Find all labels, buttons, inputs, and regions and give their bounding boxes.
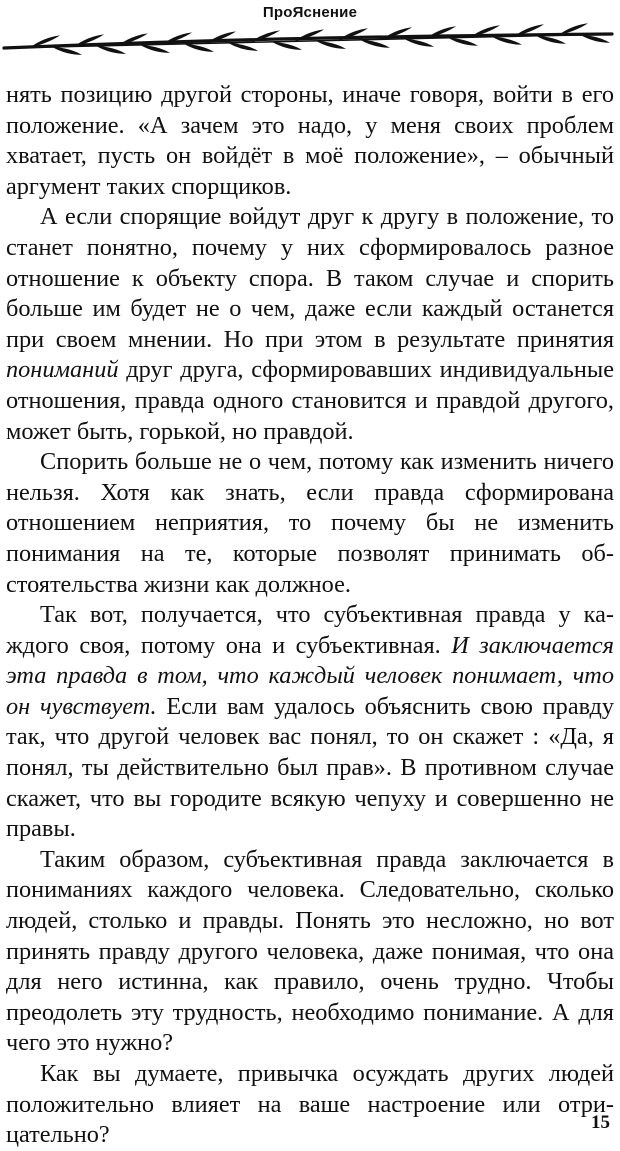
paragraph-5: Таким образом, субъективная правда заключается в пониманиях каждого человека. Следовательно, сколько людей, столько и правды. Понять это несложно, но вот принять правду другого человека, даже понимая, что она для него истинна, как правило, очень трудно. Чтобы преодолеть эту трудность, необходимо понимание. А для чего это нужно? [6, 845, 614, 1057]
leaf-icon [580, 35, 610, 43]
leaf-icon [228, 43, 258, 51]
leaf-icon [492, 37, 522, 45]
body-text [6, 80, 614, 1151]
paragraph-4 [6, 600, 614, 845]
paragraph-3: Спорить больше не о чем, потому как изменить ничего нельзя. Хотя как знать, если правда сформирована отношением неприятия, то почему бы не изменить понимания на те, которые позволят принимать обстоятельства жизни как должное. [6, 448, 614, 598]
paragraph-1: нять позицию другой стороны, иначе говоря, войти в его положение. «А зачем это надо, у меня своих проблем хватает, пусть он войдёт в моё положение», – обычный аргумент таких спорщиков. [6, 81, 614, 200]
leaf-icon [448, 38, 478, 46]
paragraph-4-part-a: Так вот, получается, что субъективная правда у каждого своя, потому она и субъективная. [6, 601, 614, 659]
page-number: 15 [591, 1112, 610, 1133]
paragraph-4-part-b: Если вам удалось объяснить свою правду так, что другой человек вас понял, то он скажет : «Да, я понял, ты действительно был прав». В противном случае скажет, что вы городите всякую чепуху и совершенно не правы. [6, 692, 614, 843]
leaf-icon [316, 41, 346, 49]
paragraph-2-emphasis: пониманий [6, 356, 119, 384]
paragraph-2 [6, 202, 614, 447]
leaf-icon [536, 36, 566, 44]
paragraph-2-part-b: друг друга, сформировавших индивидуальные отношения, правда одного становится и правдой другого, может быть, горькой, но правдой. [6, 356, 614, 445]
leafy-branch-divider-icon [0, 22, 620, 66]
leaf-icon [184, 44, 214, 52]
leaf-icon [96, 46, 126, 54]
leaf-icon [404, 39, 434, 47]
paragraph-4-emphasis: И заключается эта правда в том, что каждый человек понимает, что он чувствует. [6, 631, 614, 720]
paragraph-6: Как вы думаете, привычка осуждать других людей положительно влияет на ваше настроение или отрицательно? [6, 1060, 614, 1149]
leaf-icon [52, 47, 82, 55]
running-title: ПроЯснение [262, 4, 358, 21]
leaf-icon [272, 42, 302, 50]
leaf-icon [140, 45, 170, 53]
paragraph-2-part-a: А если спорящие войдут друг к другу в положение, то станет понятно, почему у них сформировалось разное отношение к объекту спора. В таком случае и спорить больше им будет не о чем, даже если каждый останется при своем мнении. Но при этом в результате принятия [6, 203, 614, 353]
leaf-icon [360, 40, 390, 48]
